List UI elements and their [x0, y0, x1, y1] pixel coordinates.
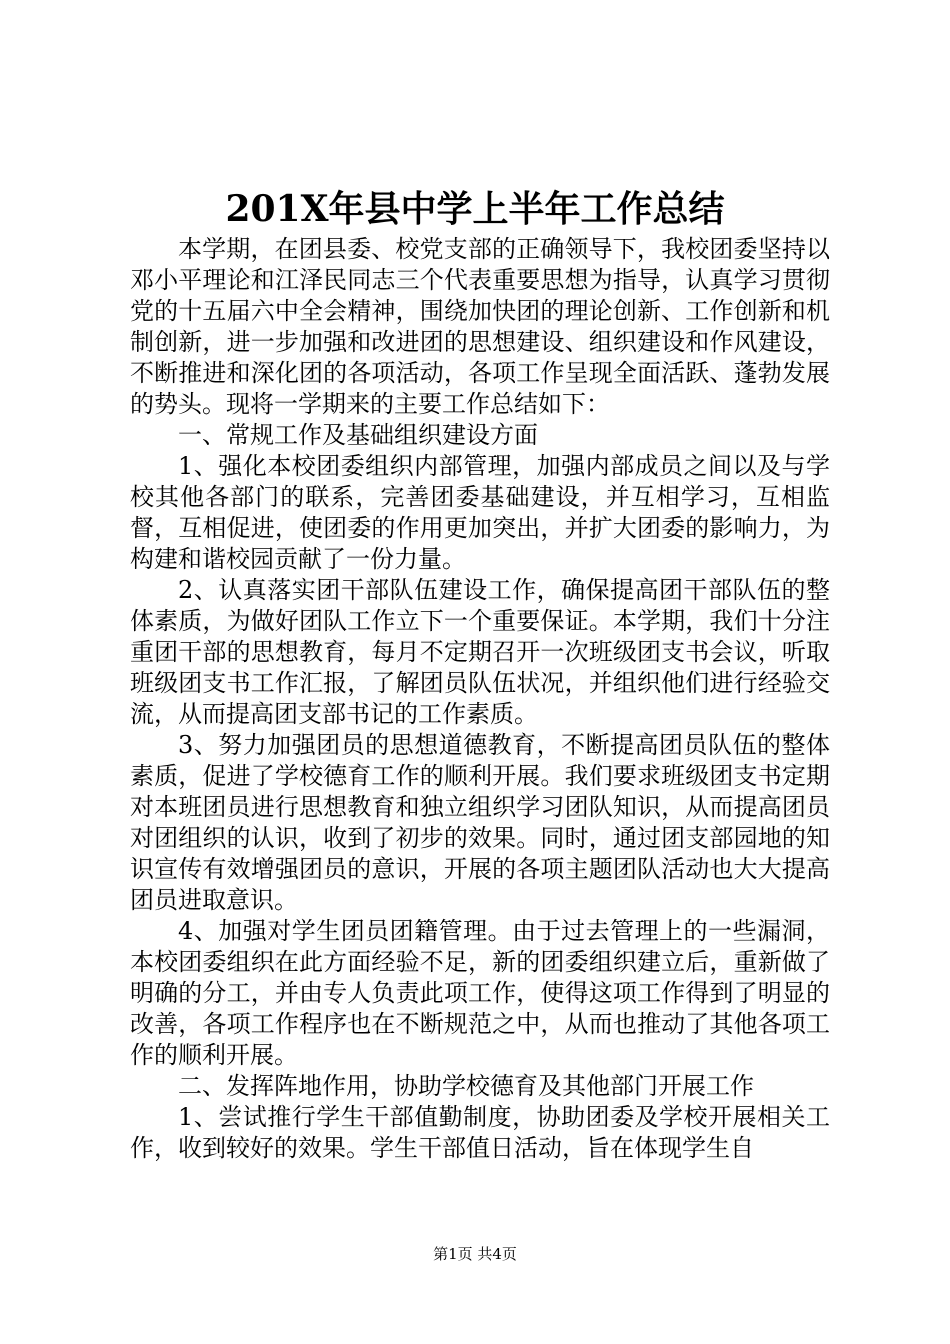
document-title: 201X年县中学上半年工作总结 [225, 188, 725, 230]
paragraph-2-1: 1、尝试推行学生干部值勤制度，协助团委及学校开展相关工作，收到较好的效果。学生干部值日活动，旨在体现学生自 [130, 1103, 830, 1162]
paragraph-1-2: 2、认真落实团干部队伍建设工作，确保提高团干部队伍的整体素质，为做好团队工作立下一个重要保证。本学期，我们十分注重团干部的思想教育，每月不定期召开一次班级团支书会议，听取班级团支书工作汇报，了解团员队伍状况，并组织他们进行经验交流，从而提高团支部书记的工作素质。 [130, 576, 830, 728]
paragraph-1-4: 4、加强对学生团员团籍管理。由于过去管理上的一些漏洞，本校团委组织在此方面经验不足，新的团委组织建立后，重新做了明确的分工，并由专人负责此项工作，使得这项工作得到了明显的改善，各项工作程序也在不断规范之中，从而也推动了其他各项工作的顺利开展。 [130, 917, 830, 1069]
section-heading-1: 一、常规工作及基础组织建设方面 [178, 421, 538, 449]
paragraph-1-1: 1、强化本校团委组织内部管理，加强内部成员之间以及与学校其他各部门的联系，完善团委基础建设，并互相学习，互相监督，互相促进，使团委的作用更加突出，并扩大团委的影响力，为构建和谐校园贡献了一份力量。 [130, 452, 830, 573]
page-footer: 第1页 共4页 [433, 1245, 517, 1263]
document-body [130, 234, 830, 1164]
intro-paragraph: 本学期，在团县委、校党支部的正确领导下，我校团委坚持以邓小平理论和江泽民同志三个代表重要思想为指导，认真学习贯彻党的十五届六中全会精神，围绕加快团的理论创新、工作创新和机制创新，进一步加强和改进团的思想建设、组织建设和作风建设，不断推进和深化团的各项活动，各项工作呈现全面活跃、蓬勃发展的势头。现将一学期来的主要工作总结如下： [130, 235, 830, 418]
paragraph-1-3: 3、努力加强团员的思想道德教育，不断提高团员队伍的整体素质，促进了学校德育工作的顺利开展。我们要求班级团支书定期对本班团员进行思想教育和独立组织学习团队知识，从而提高团员对团组织的认识，收到了初步的效果。同时，通过团支部园地的知识宣传有效增强团员的意识，开展的各项主题团队活动也大大提高团员进取意识。 [130, 731, 830, 914]
section-heading-2: 二、发挥阵地作用，协助学校德育及其他部门开展工作 [178, 1072, 754, 1100]
